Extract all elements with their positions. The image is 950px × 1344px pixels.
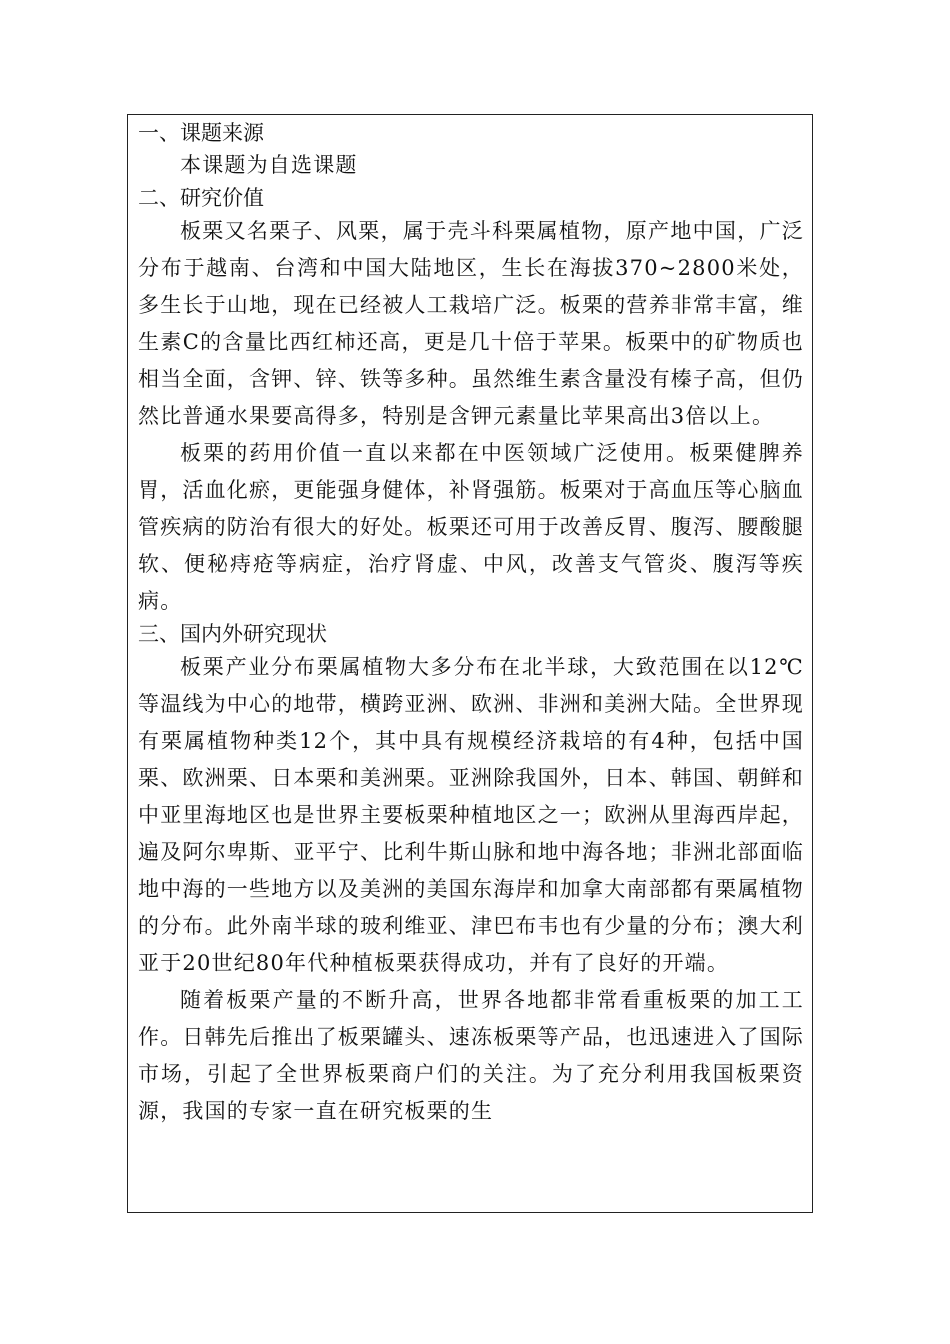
- status-paragraph-2: 随着板栗产量的不断升高，世界各地都非常看重板栗的加工工作。日韩先后推出了板栗罐头、速冻板栗等产品，也迅速进入了国际市场，引起了全世界板栗商户们的关注。为了充分利用我国板栗资源，我国的专家一直在研究板栗的生: [138, 988, 804, 1123]
- value-paragraph-1: 板栗又名栗子、风栗，属于壳斗科栗属植物，原产地中国，广泛分布于越南、台湾和中国大陆地区，生长在海拔370~2800米处，多生长于山地，现在已经被人工栽培广泛。板栗的营养非常丰富，维生素C的含量比西红柿还高，更是几十倍于苹果。板栗中的矿物质也相当全面，含钾、锌、铁等多种。虽然维生素含量没有榛子高，但仍然比普通水果要高得多，特别是含钾元素量比苹果高出3倍以上。: [138, 219, 804, 428]
- status-paragraph-1: 板栗产业分布栗属植物大多分布在北半球，大致范围在以12℃等温线为中心的地带，横跨亚洲、欧洲、非洲和美洲大陆。全世界现有栗属植物种类12个，其中具有规模经济栽培的有4种，包括中国栗、欧洲栗、日本栗和美洲栗。亚洲除我国外，日本、韩国、朝鲜和中亚里海地区也是世界主要板栗种植地区之一；欧洲从里海西岸起，遍及阿尔卑斯、亚平宁、比利牛斯山脉和地中海各地；非洲北部面临地中海的一些地方以及美洲的美国东海岸和加拿大南部都有栗属植物的分布。此外南半球的玻利维亚、津巴布韦也有少量的分布；澳大利亚于20世纪80年代种植板栗获得成功，并有了良好的开端。: [138, 655, 804, 975]
- section-heading-value: 二、研究价值: [138, 186, 264, 210]
- value-paragraph-2: 板栗的药用价值一直以来都在中医领域广泛使用。板栗健脾养胃，活血化瘀，更能强身健体，补肾强筋。板栗对于高血压等心脑血管疾病的防治有很大的好处。板栗还可用于改善反胃、腹泻、腰酸腿软、便秘痔疮等病症，治疗肾虚、中风，改善支气管炎、腹泻等疾病。: [138, 441, 804, 613]
- section-heading-status: 三、国内外研究现状: [138, 622, 327, 646]
- source-text: 本课题为自选课题: [180, 153, 358, 177]
- document-table-cell: [127, 114, 813, 1213]
- document-content: [138, 119, 804, 1130]
- section-heading-source: 一、课题来源: [138, 121, 264, 145]
